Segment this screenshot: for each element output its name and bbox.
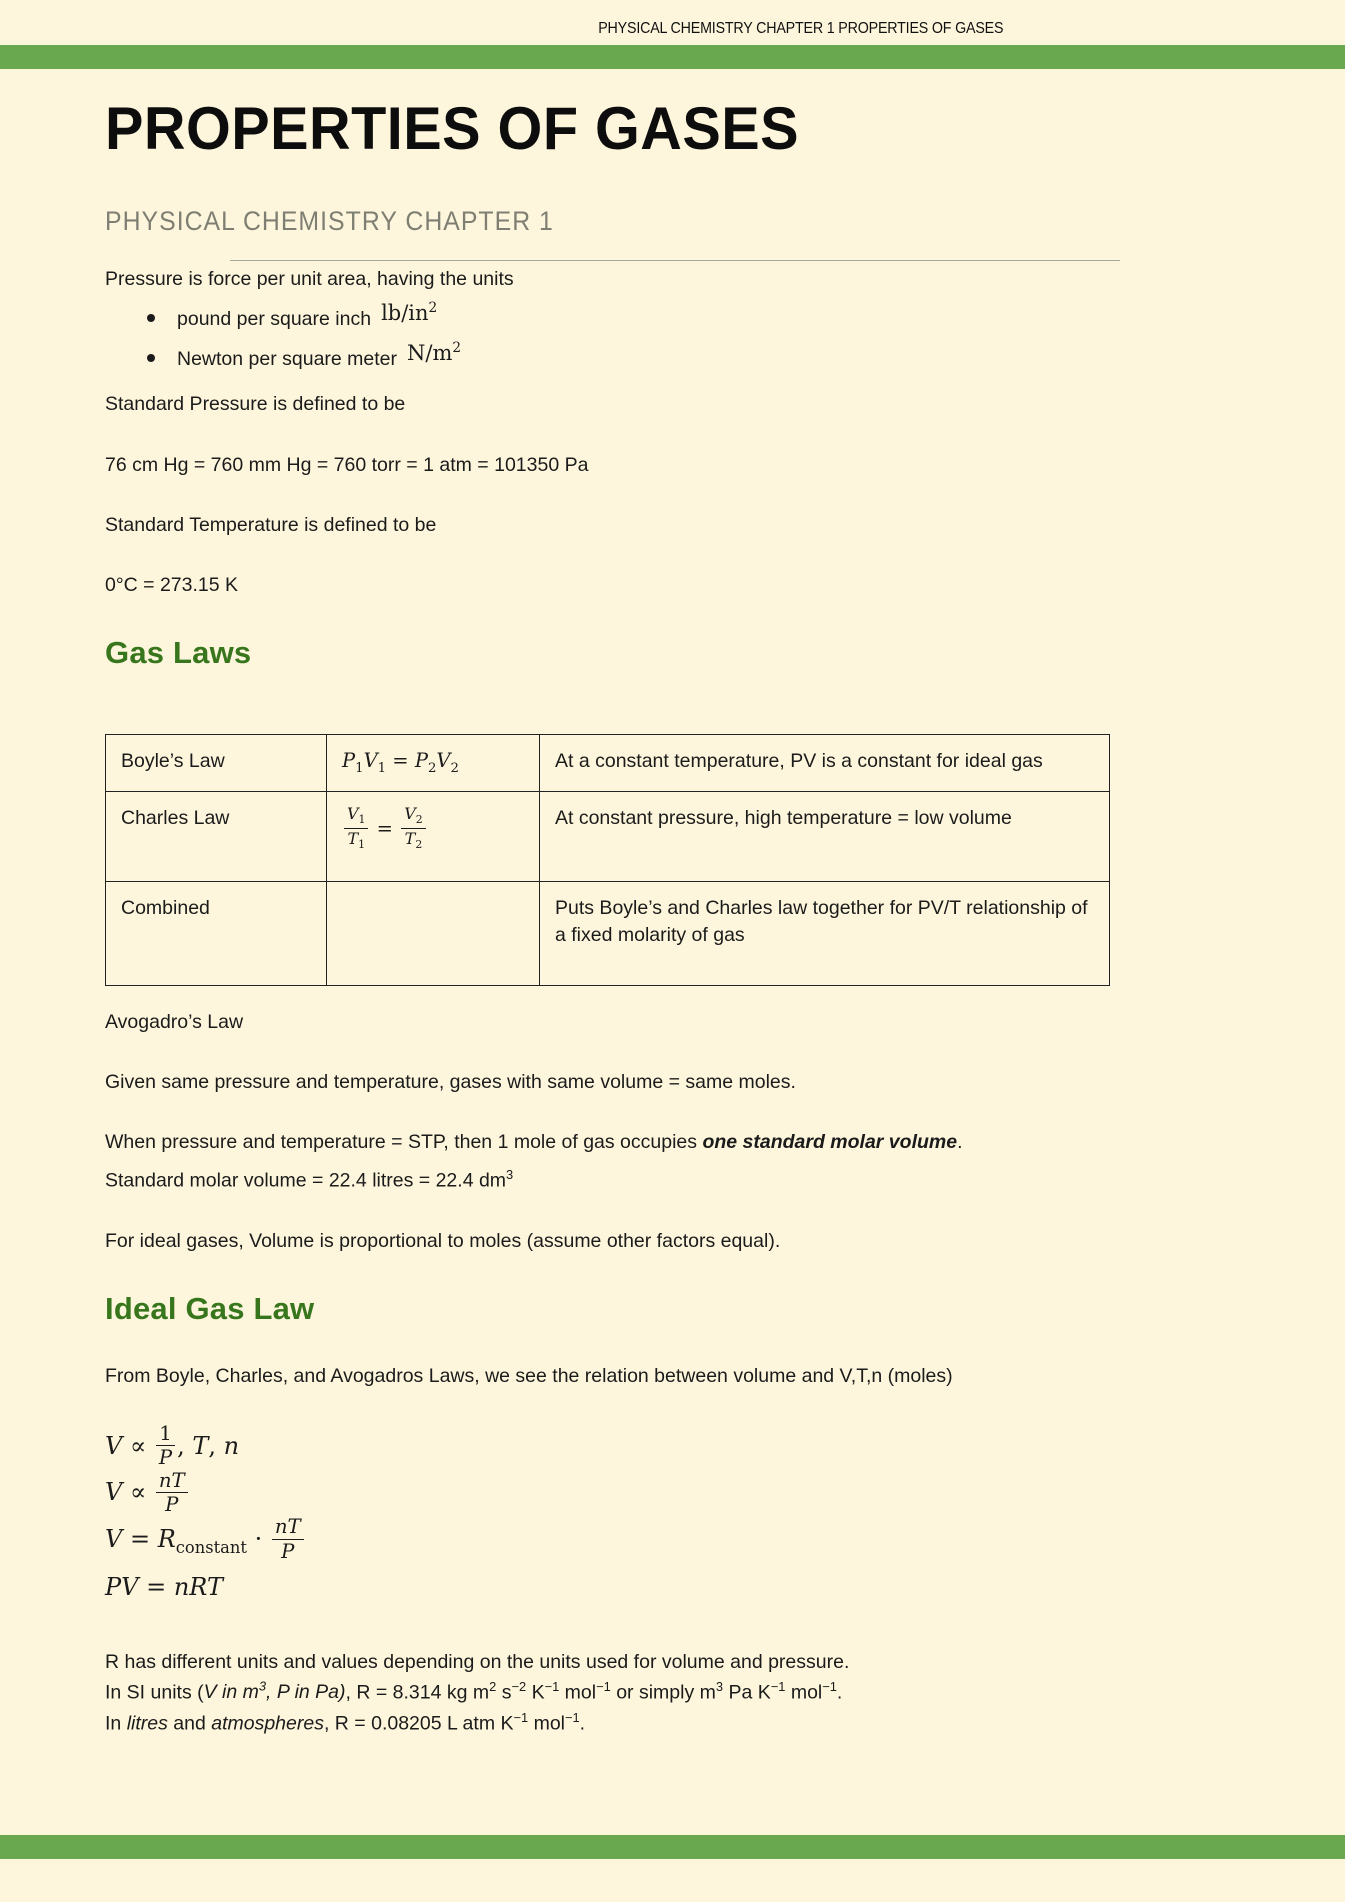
equation-charles: $\frac{V_1}{T_1}$ = $\frac{V_2}{T_2}$: [342, 817, 428, 840]
molar-volume-exponent: 3: [506, 1167, 514, 1183]
r-constant-line-3: In litres and atmospheres, R = 0.08205 L atm $K^{-1}$ mol$^{-1}$.: [105, 1709, 586, 1734]
pressure-intro: Pressure is force per unit area, having the units: [105, 268, 514, 290]
law-name-combined: Combined: [106, 881, 327, 985]
unit-label-nm2: Newton per square meter: [177, 347, 398, 370]
law-equation-charles: [327, 792, 540, 881]
footer-accent-bar: [0, 1835, 1345, 1859]
ideal-gas-equation-block: [105, 1423, 1245, 1611]
law-description-combined: Puts Boyle’s and Charles law together for PV/T relationship of a fixed molarity of gas: [540, 881, 1110, 985]
unit-symbol-nm2: $N/m^2$: [407, 339, 462, 365]
unit-symbol-psi: $lb/in^2$: [381, 300, 438, 326]
title-block: [105, 96, 1245, 269]
avogadro-line-3: [105, 1166, 1245, 1195]
law-equation-combined: [327, 881, 540, 985]
equation-pv-equals-nrt: PV = nRT: [105, 1572, 223, 1601]
equation-boyles: $P_1V_1 = P_2V_2$: [342, 749, 459, 777]
title-divider: [230, 260, 1120, 261]
law-description-charles: At constant pressure, high temperature = low volume: [540, 792, 1110, 881]
avogadro-line-1: Given same pressure and temperature, gases with same volume = same moles.: [105, 1070, 796, 1093]
list-item: [147, 300, 1245, 335]
standard-pressure-label: Standard Pressure is defined to be: [105, 393, 406, 416]
gas-laws-table: [105, 734, 1110, 985]
avogadro-emphasis: one standard molar volume: [702, 1131, 958, 1154]
avogadro-line-2: [105, 1128, 1245, 1156]
r-constant-line-2: In SI units (V in $m^3$, P in Pa), R = 8.314 kg $m^2$ $s^{-2}$ $K^{-1}$ mol$^{-1}$ or simply $m^3$ Pa $K^{-1}$ mol$^{-1}$.: [105, 1678, 843, 1704]
standard-temperature-value: 0°C = 273.15 K: [105, 574, 239, 597]
molar-volume-text: Standard molar volume = 22.4 litres = 22.4 dm: [105, 1169, 507, 1192]
ideal-gas-intro: From Boyle, Charles, and Avogadros Laws, we see the relation between volume and V,T,n (moles): [105, 1365, 953, 1388]
header-accent-bar: [0, 45, 1345, 69]
r-constant-line-1: R has different units and values depending on the units used for volume and pressure.: [105, 1650, 850, 1673]
page-subtitle: PHYSICAL CHEMISTRY CHAPTER 1: [105, 206, 554, 236]
table-row: [106, 881, 1110, 985]
law-description-boyles: At a constant temperature, PV is a constant for ideal gas: [540, 735, 1110, 792]
document-body: [105, 265, 1245, 1738]
equation-v-proportional-nt-over-p: V ∝ $\frac{nT}{P}$: [105, 1469, 1245, 1516]
page-title: PROPERTIES OF GASES: [105, 95, 800, 162]
avogadro-heading: Avogadro’s Law: [105, 1010, 244, 1033]
r-constant-notes: [105, 1647, 1245, 1739]
law-equation-boyles: [327, 735, 540, 792]
list-item: [147, 339, 1245, 375]
section-heading-ideal-gas-law: Ideal Gas Law: [105, 1291, 315, 1327]
running-head: PHYSICAL CHEMISTRY CHAPTER 1 PROPERTIES OF GASES: [597, 19, 1003, 37]
avogadro-line-2-suffix: .: [957, 1131, 963, 1154]
pressure-units-list: [105, 300, 1245, 374]
standard-temperature-label: Standard Temperature is defined to be: [105, 513, 437, 536]
equation-v-equals-r-constant: $V = R_{constant}$ · $\frac{nT}{P}$: [105, 1516, 1245, 1564]
avogadro-line-2-prefix: When pressure and temperature = STP, then 1 mole of gas occupies: [105, 1131, 703, 1154]
avogadro-line-4: For ideal gases, Volume is proportional to moles (assume other factors equal).: [105, 1230, 781, 1253]
table-row: [106, 792, 1110, 881]
table-row: [106, 735, 1110, 792]
equation-v-proportional-inverse-p: V ∝ $\frac{1}{P}$ , T, n: [105, 1421, 240, 1470]
law-name-boyles: Boyle’s Law: [106, 735, 327, 792]
unit-label-psi: pound per square inch: [177, 308, 372, 331]
law-name-charles: Charles Law: [106, 792, 327, 881]
section-heading-gas-laws: Gas Laws: [105, 635, 252, 671]
standard-pressure-value: 76 cm Hg = 760 mm Hg = 760 torr = 1 atm = 101350 Pa: [105, 453, 589, 476]
